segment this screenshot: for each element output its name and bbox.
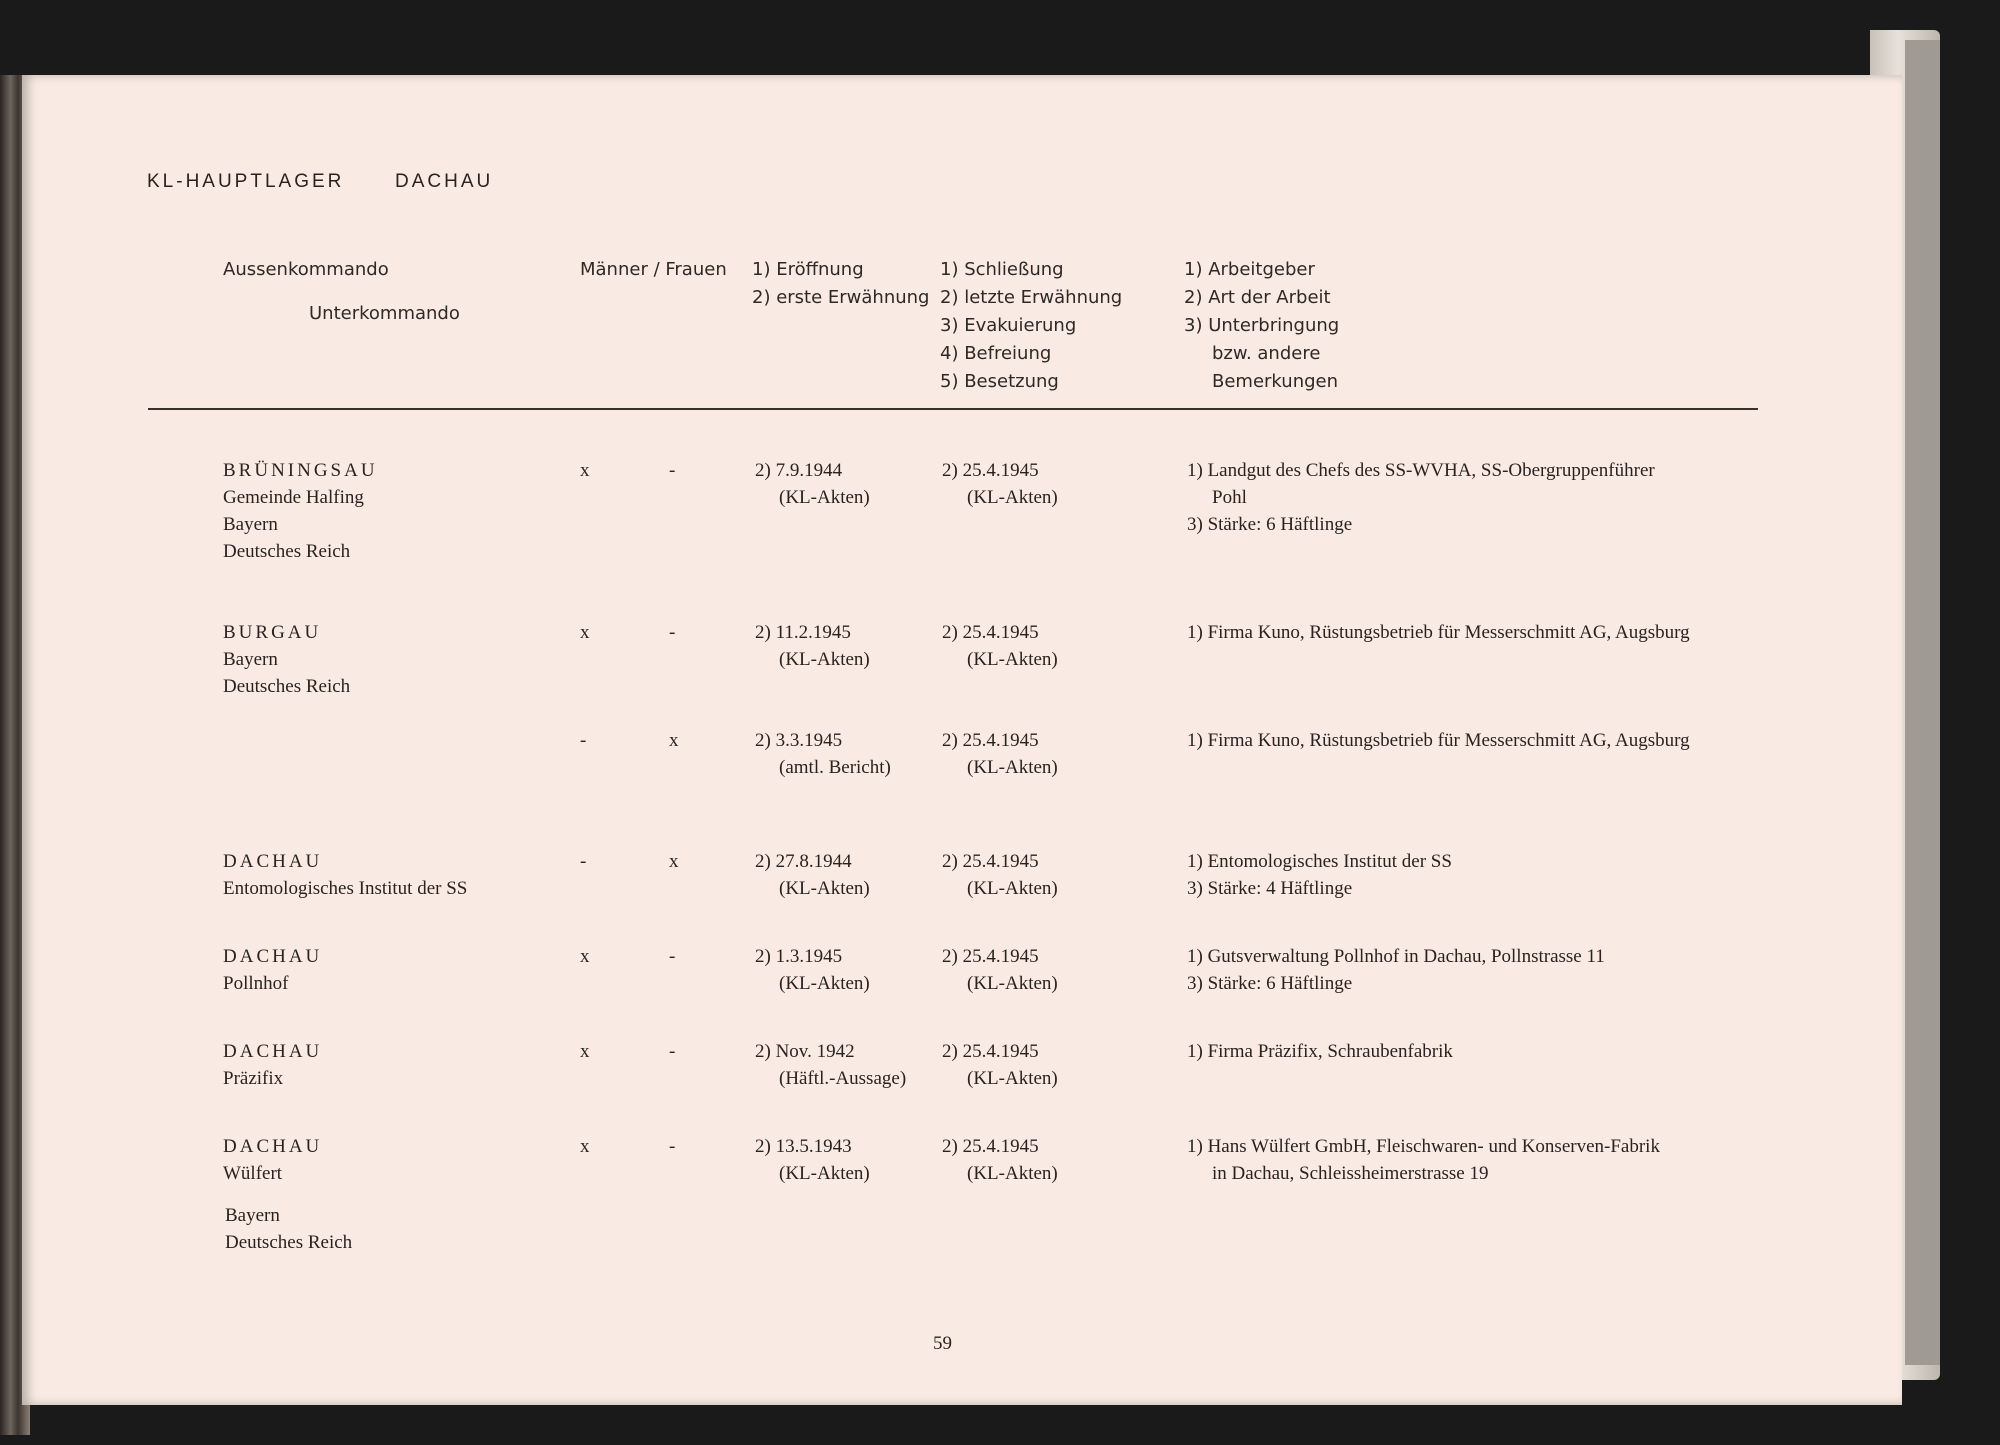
header-camp: DACHAU bbox=[395, 171, 494, 192]
col-header-besetzung: 5) Besetzung bbox=[940, 371, 1059, 392]
row-4-women: x bbox=[669, 851, 679, 872]
row-5-note-2: 3) Stärke: 6 Häftlinge bbox=[1187, 973, 1353, 994]
row-2-sub-2: Deutsches Reich bbox=[223, 676, 351, 697]
row-1-note-1: 1) Landgut des Chefs des SS-WVHA, SS-Obergruppenführer bbox=[1187, 460, 1655, 481]
row-6-close: 2) 25.4.1945 bbox=[942, 1041, 1039, 1062]
col-header-eroeffnung: 1) Eröffnung bbox=[752, 259, 864, 280]
row-5-close-src: (KL-Akten) bbox=[967, 973, 1058, 994]
row-1-sub-3: Deutsches Reich bbox=[223, 541, 351, 562]
row-1-name: BRÜNINGSAU bbox=[223, 460, 378, 481]
row-7-name: DACHAU bbox=[223, 1136, 323, 1157]
row-3-note-1: 1) Firma Kuno, Rüstungsbetrieb für Messerschmitt AG, Augsburg bbox=[1187, 730, 1690, 751]
row-3-women: x bbox=[669, 730, 679, 751]
row-3-close: 2) 25.4.1945 bbox=[942, 730, 1039, 751]
row-6-men: x bbox=[580, 1041, 590, 1062]
row-6-note-1: 1) Firma Präzifix, Schraubenfabrik bbox=[1187, 1041, 1453, 1062]
row-2-note-1: 1) Firma Kuno, Rüstungsbetrieb für Messerschmitt AG, Augsburg bbox=[1187, 622, 1690, 643]
col-header-bemerkungen: Bemerkungen bbox=[1212, 371, 1339, 392]
row-3-open-src: (amtl. Bericht) bbox=[779, 757, 891, 778]
row-7-note-1: 1) Hans Wülfert GmbH, Fleischwaren- und Konserven-Fabrik bbox=[1187, 1136, 1660, 1157]
row-1-women: - bbox=[669, 460, 676, 481]
row-6-open: 2) Nov. 1942 bbox=[755, 1041, 855, 1062]
row-2-sub-1: Bayern bbox=[223, 649, 278, 670]
header-divider bbox=[148, 408, 1758, 410]
row-6-sub-1: Präzifix bbox=[223, 1068, 284, 1089]
col-header-art-der-arbeit: 2) Art der Arbeit bbox=[1184, 287, 1331, 308]
row-6-women: - bbox=[669, 1041, 676, 1062]
page-number: 59 bbox=[933, 1333, 952, 1354]
footer-region: Bayern bbox=[225, 1205, 280, 1226]
col-header-unterbringung: 3) Unterbringung bbox=[1184, 315, 1340, 336]
row-7-close: 2) 25.4.1945 bbox=[942, 1136, 1039, 1157]
row-7-sub-1: Wülfert bbox=[223, 1163, 283, 1184]
row-4-sub-1: Entomologisches Institut der SS bbox=[223, 878, 468, 899]
row-4-men: - bbox=[580, 851, 587, 872]
row-4-close: 2) 25.4.1945 bbox=[942, 851, 1039, 872]
row-2-name: BURGAU bbox=[223, 622, 322, 643]
row-7-open: 2) 13.5.1943 bbox=[755, 1136, 852, 1157]
row-7-close-src: (KL-Akten) bbox=[967, 1163, 1058, 1184]
row-2-open: 2) 11.2.1945 bbox=[755, 622, 851, 643]
row-5-open-src: (KL-Akten) bbox=[779, 973, 870, 994]
col-header-aussenkommando: Aussenkommando bbox=[223, 259, 389, 280]
footer-country: Deutsches Reich bbox=[225, 1232, 353, 1253]
row-3-open: 2) 3.3.1945 bbox=[755, 730, 843, 751]
row-5-close: 2) 25.4.1945 bbox=[942, 946, 1039, 967]
row-4-open: 2) 27.8.1944 bbox=[755, 851, 852, 872]
row-7-men: x bbox=[580, 1136, 590, 1157]
col-header-unterkommando: Unterkommando bbox=[309, 303, 460, 324]
header-title: KL-HAUPTLAGER bbox=[147, 171, 345, 192]
row-7-open-src: (KL-Akten) bbox=[779, 1163, 870, 1184]
row-1-note-3: 3) Stärke: 6 Häftlinge bbox=[1187, 514, 1353, 535]
col-header-erste-erwaehnung: 2) erste Erwähnung bbox=[752, 287, 930, 308]
row-7-women: - bbox=[669, 1136, 676, 1157]
row-5-men: x bbox=[580, 946, 590, 967]
row-1-open: 2) 7.9.1944 bbox=[755, 460, 843, 481]
row-1-sub-2: Bayern bbox=[223, 514, 278, 535]
row-5-name: DACHAU bbox=[223, 946, 323, 967]
row-1-open-src: (KL-Akten) bbox=[779, 487, 870, 508]
row-6-close-src: (KL-Akten) bbox=[967, 1068, 1058, 1089]
col-header-letzte-erwaehnung: 2) letzte Erwähnung bbox=[940, 287, 1123, 308]
col-header-bzw-andere: bzw. andere bbox=[1212, 343, 1321, 364]
row-1-note-2: Pohl bbox=[1212, 487, 1247, 508]
row-5-open: 2) 1.3.1945 bbox=[755, 946, 843, 967]
row-6-name: DACHAU bbox=[223, 1041, 323, 1062]
row-4-name: DACHAU bbox=[223, 851, 323, 872]
row-2-open-src: (KL-Akten) bbox=[779, 649, 870, 670]
row-4-open-src: (KL-Akten) bbox=[779, 878, 870, 899]
col-header-arbeitgeber: 1) Arbeitgeber bbox=[1184, 259, 1315, 280]
row-6-open-src: (Häftl.-Aussage) bbox=[779, 1068, 907, 1089]
col-header-befreiung: 4) Befreiung bbox=[940, 343, 1052, 364]
row-2-men: x bbox=[580, 622, 590, 643]
row-5-women: - bbox=[669, 946, 676, 967]
row-3-men: - bbox=[580, 730, 587, 751]
row-4-note-1: 1) Entomologisches Institut der SS bbox=[1187, 851, 1452, 872]
col-header-maenner-frauen: Männer / Frauen bbox=[580, 259, 727, 280]
row-1-close-src: (KL-Akten) bbox=[967, 487, 1058, 508]
row-5-sub-1: Pollnhof bbox=[223, 973, 289, 994]
row-1-men: x bbox=[580, 460, 590, 481]
book-page bbox=[22, 75, 1902, 1405]
row-7-note-2: in Dachau, Schleissheimerstrasse 19 bbox=[1212, 1163, 1489, 1184]
row-3-close-src: (KL-Akten) bbox=[967, 757, 1058, 778]
col-header-evakuierung: 3) Evakuierung bbox=[940, 315, 1077, 336]
row-4-close-src: (KL-Akten) bbox=[967, 878, 1058, 899]
row-1-close: 2) 25.4.1945 bbox=[942, 460, 1039, 481]
col-header-schliessung: 1) Schließung bbox=[940, 259, 1064, 280]
row-1-sub-1: Gemeinde Halfing bbox=[223, 487, 364, 508]
row-2-women: - bbox=[669, 622, 676, 643]
row-5-note-1: 1) Gutsverwaltung Pollnhof in Dachau, Pollnstrasse 11 bbox=[1187, 946, 1605, 967]
row-2-close: 2) 25.4.1945 bbox=[942, 622, 1039, 643]
row-4-note-2: 3) Stärke: 4 Häftlinge bbox=[1187, 878, 1353, 899]
book-cover-edge bbox=[1905, 40, 1940, 1365]
row-2-close-src: (KL-Akten) bbox=[967, 649, 1058, 670]
